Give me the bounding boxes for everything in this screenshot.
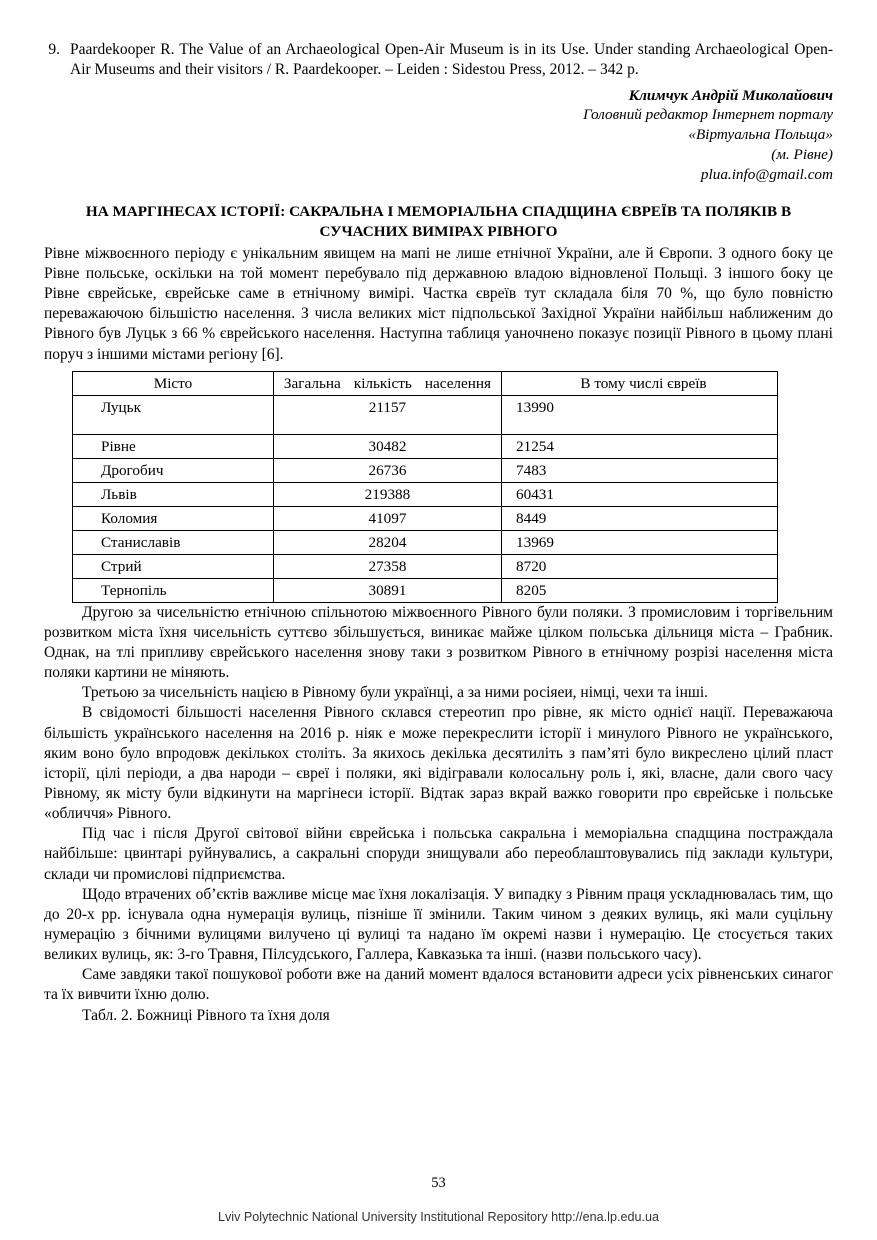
author-city: (м. Рівне) (771, 145, 833, 163)
table-row (73, 482, 778, 506)
paragraph-7: Саме завдяки такої пошукової роботи вже на даний момент вдалося встановити адреси усіх рівненських синагог та їх вивчити їхню долю. (44, 966, 833, 1004)
reference-text: Paardekooper R. The Value of an Archaeological Open-Air Museum is in its Use. Under standing Archaeological Open-Air Museums and their visitors / R. Paardekooper. – Leiden : Sidestou Press, 2012. – 342 p. (70, 41, 833, 78)
paragraph-2: Другою за чисельністю етнічною спільнотою міжвоєнного Рівного були поляки. З промисловим і торгівельним розвитком міста їхня чисельність суттєво збільшується, виникає майже цілком польська дільниця міста – Грабник. Однак, на тлі припливу єврейського населення знову таки з розвитком Рівного в етнічному розрізі населення міста поляки картини не міняють. (44, 603, 833, 682)
table-cell-jews: 8205 (502, 578, 778, 602)
table-cell-total: 21157 (273, 395, 501, 434)
table-cell-total: 219388 (273, 482, 501, 506)
table-cell-city: Стрий (73, 554, 274, 578)
table-row (73, 395, 778, 434)
table-row (73, 506, 778, 530)
table-row (73, 530, 778, 554)
table-header-city: Місто (73, 371, 274, 395)
table-header-jews: В тому числі євреїв (502, 371, 778, 395)
table-header-row (73, 371, 778, 395)
table-cell-total: 28204 (273, 530, 501, 554)
table-cell-jews: 13969 (502, 530, 778, 554)
repository-footer: Lviv Polytechnic National University Institutional Repository http://ena.lp.edu.ua (217, 1210, 659, 1224)
reference-item (44, 40, 833, 80)
table-cell-jews: 13990 (502, 395, 778, 434)
table-cell-total: 26736 (273, 458, 501, 482)
table-cell-city: Коломия (73, 506, 274, 530)
population-table (72, 371, 778, 603)
paragraph-5: Під час і після Другої світової війни єврейська і польська сакральна і меморіальна спадщина постраждала найбільше: цвинтарі руйнувались, а сакральні споруди знищували або переоблаштовувались під заклади культури, склади чи промислові підприємства. (44, 825, 833, 883)
paragraph-intro: Рівне міжвоєнного періоду є унікальним явищем на мапі не лише етнічної України, але й Європи. З одного боку це Рівне польське, оскільки на той момент перебувало під державною владою відновленої Польщі. З іншого боку це Рівне єврейське, єврейське саме в етнічному вимірі. Частка євреїв тут складала біля 70 %, що було повністю переважаючою більшістю населення. З числа великих міст підпольської Західної України найбільш наближеним до Рівного був Луцьк з 66 % єврейського населення. Наступна таблиця уаночнено показує позиції Рівного в цьому плані поруч з іншими містами регіону [6]. (44, 244, 833, 363)
table-cell-jews: 60431 (502, 482, 778, 506)
table-header-total: Загальна кількість населення (273, 371, 501, 395)
author-role: Головний редактор Інтернет порталу (583, 106, 833, 124)
table-cell-city: Рівне (73, 434, 274, 458)
table-row (73, 554, 778, 578)
reference-number: 9. (48, 41, 60, 58)
table-row (73, 578, 778, 602)
page-number: 53 (431, 1175, 446, 1191)
page-title: НА МАРГІНЕСАХ ІСТОРІЇ: САКРАЛЬНА І МЕМОРІАЛЬНА СПАДЩИНА ЄВРЕЇВ ТА ПОЛЯКІВ В СУЧАСНИХ ВИМІРАХ РІВНОГО (85, 203, 792, 241)
table-cell-total: 41097 (273, 506, 501, 530)
table-cell-jews: 8720 (502, 554, 778, 578)
author-email: plua.info@gmail.com (700, 165, 833, 183)
paragraph-6: Щодо втрачених об’єктів важливе місце має їхня локалізація. У випадку з Рівним праця ускладнювалась тим, що до 20-х рр. існувала одна нумерація вулиць, пізніше її змінили. Таким чином з деяких вулиць, які мали суцільну нумерацію з бічними вулицями вилучено ці вулиці та надано їм окремі назви і нумерацію. Це стосується таких великих вулиць, як: 3-го Травня, Пілсудського, Галлера, Кавказька та інші. (назви польського часу). (44, 885, 833, 964)
table-caption: Табл. 2. Божниці Рівного та їхня доля (82, 1006, 330, 1024)
table-cell-total: 30482 (273, 434, 501, 458)
author-name: Климчук Андрій Миколайович (628, 86, 833, 104)
table-cell-city: Луцьк (73, 395, 274, 434)
table-row (73, 458, 778, 482)
table-cell-jews: 7483 (502, 458, 778, 482)
paragraph-4: В свідомості більшості населення Рівного склався стереотип про рівне, як місто однієї нації. Переважаюча більшість українського населення на 2016 р. ніяк е може перекреслити історії і минулого Рівного не українського, яким воно було впродовж декількох століть. За якихось декілька десятиліть з пам’яті було викреслено цілий пласт історії, цілі періоди, а два народи – євреї і поляки, які відігравали колосальну роль і, які, власне, дали свого часу Рівному, як місту були відкинути на маргінеси історії. Відтак зараз вкрай важко говорити про єврейське і польське «обличчя» Рівного. (44, 704, 833, 823)
author-organization: «Віртуальна Польща» (688, 126, 833, 144)
table-cell-total: 27358 (273, 554, 501, 578)
table-cell-total: 30891 (273, 578, 501, 602)
table-cell-city: Львів (73, 482, 274, 506)
table-cell-city: Станиславів (73, 530, 274, 554)
table-cell-city: Тернопіль (73, 578, 274, 602)
table-cell-jews: 21254 (502, 434, 778, 458)
table-row (73, 434, 778, 458)
table-cell-city: Дрогобич (73, 458, 274, 482)
author-block (44, 86, 833, 185)
table-cell-jews: 8449 (502, 506, 778, 530)
paragraph-3: Третьою за чисельність нацією в Рівному були українці, а за ними росіяеи, німці, чехи та інші. (82, 684, 709, 702)
